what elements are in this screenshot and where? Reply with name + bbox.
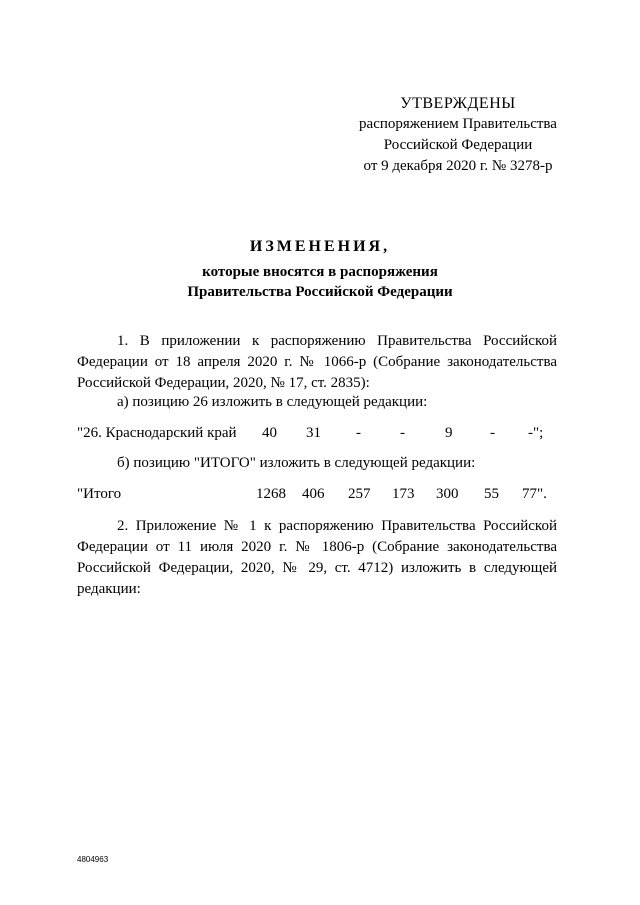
row26-cell: 40 [262, 425, 277, 441]
subtitle-line-2: Правительства Российской Федерации [187, 284, 453, 300]
table-row-total [0, 486, 640, 507]
row26-cell: - [490, 425, 495, 441]
total-cell: 300 [436, 486, 459, 502]
document-number: 4804963 [77, 855, 109, 864]
total-cell: 406 [302, 486, 325, 502]
row26-cell: 9 [445, 425, 453, 441]
row26-cell: -"; [528, 425, 544, 441]
approval-title: УТВЕРЖДЕНЫ [400, 95, 516, 112]
approval-block [340, 93, 576, 177]
total-cell: 257 [348, 486, 371, 502]
approval-line-1: распоряжением Правительства [359, 116, 557, 132]
total-name: "Итого [77, 486, 122, 502]
total-cell: 77". [522, 486, 547, 502]
item-1-sub-a: а) позицию 26 изложить в следующей редакции: [117, 394, 428, 410]
item-1-sub-b: б) позицию "ИТОГО" изложить в следующей редакции: [117, 455, 476, 471]
item-2-text: 2. Приложение № 1 к распоряжению Правительства Российской Федерации от 11 июля 2020 г. № 1806-р (Собрание законодательства Российской Федерации, 2020, № 29, ст. 4712) изложить в следующей редакции: [77, 518, 557, 597]
item-2-paragraph [77, 516, 557, 600]
row26-name: "26. Краснодарский край [77, 425, 237, 441]
total-cell: 55 [484, 486, 499, 502]
document-title: ИЗМЕНЕНИЯ, [249, 238, 391, 255]
approval-line-2: Российской Федерации [383, 137, 533, 153]
item-1-text: 1. В приложении к распоряжению Правительства Российской Федерации от 18 апреля 2020 г. № 1066-р (Собрание законодательства Российской Федерации, 2020, № 17, ст. 2835): [77, 333, 557, 391]
item-1-paragraph [77, 331, 557, 394]
table-row-26 [0, 425, 640, 446]
document-subtitle [0, 262, 640, 302]
row26-cell: 31 [306, 425, 321, 441]
approval-line-3: от 9 декабря 2020 г. № 3278-р [363, 158, 553, 174]
row26-cell: - [356, 425, 361, 441]
total-cell: 173 [392, 486, 415, 502]
row26-cell: - [400, 425, 405, 441]
total-cell: 1268 [256, 486, 286, 502]
subtitle-line-1: которые вносятся в распоряжения [202, 264, 438, 280]
